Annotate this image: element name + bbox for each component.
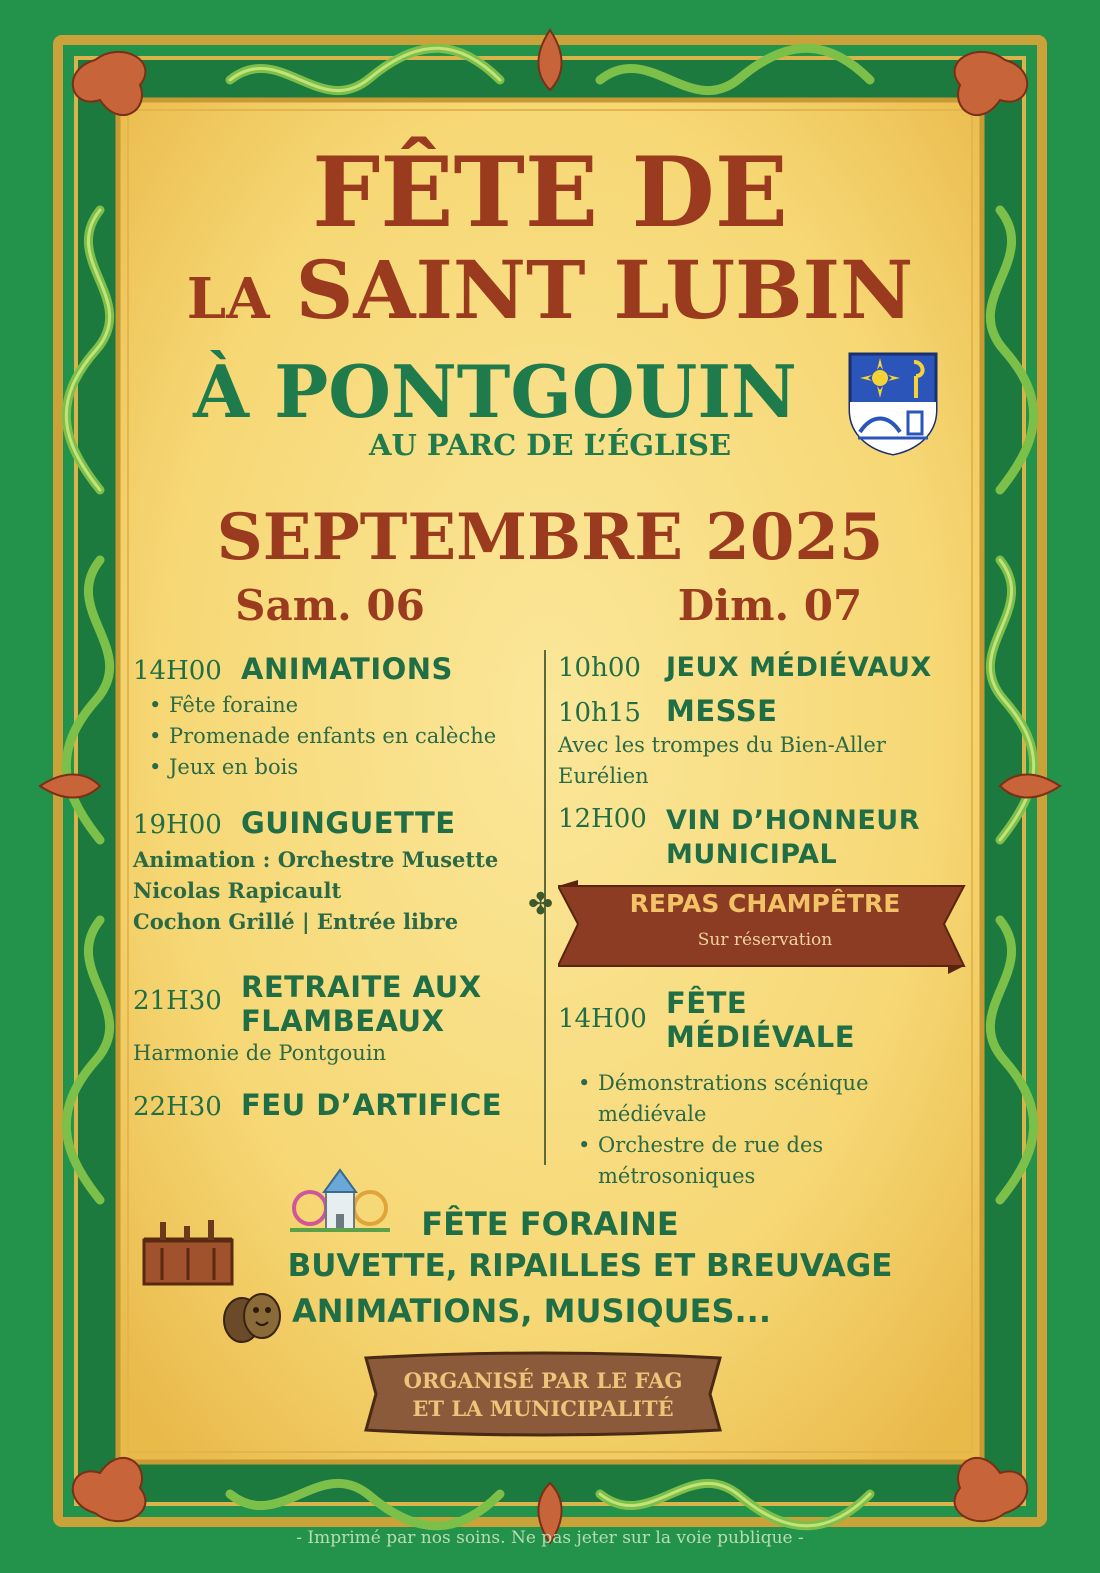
bullet-item (576, 1068, 978, 1130)
event-bullets (576, 1068, 978, 1192)
feature-fete-foraine: FÊTE FORAINE (421, 1205, 679, 1243)
event-title: GUINGUETTE (241, 806, 456, 840)
title-saint-lubin: SAINT LUBIN (295, 243, 914, 337)
fleur-de-lis-ornament-icon: ✤ (528, 887, 554, 922)
day-label-sun: Dim. 07 (677, 581, 863, 630)
sun-event-vin (558, 804, 978, 872)
sat-event-guinguette (133, 806, 543, 937)
event-title (666, 804, 920, 872)
bullet-item: • Jeux en bois (147, 752, 533, 783)
event-title (666, 986, 855, 1054)
sat-event-feu (133, 1088, 543, 1122)
event-title (241, 970, 482, 1038)
event-time: 22H30 (133, 1092, 222, 1122)
event-title: FEU D’ARTIFICE (241, 1088, 503, 1122)
bullet-line: Démonstrations scénique (598, 1071, 869, 1095)
event-detail: Cochon Grillé | Entrée libre (133, 909, 459, 934)
event-time: 12H00 (558, 804, 647, 834)
buvette-bar-icon (140, 1218, 236, 1286)
event-title: JEUX MÉDIÉVAUX (666, 652, 932, 683)
feature-buvette: BUVETTE, RIPAILLES ET BREUVAGE (287, 1248, 893, 1284)
ribbon-subtitle: Sur réservation (697, 930, 833, 950)
sun-event-messe (558, 694, 978, 792)
event-bullets (147, 690, 533, 783)
event-month: SEPTEMBRE 2025 (216, 500, 884, 575)
imprint-notice: - Imprimé par nos soins. Ne pas jeter sur la voie publique - (296, 1528, 804, 1548)
event-title-line: MÉDIÉVALE (666, 1020, 856, 1054)
bullet-line: médiévale (598, 1102, 707, 1126)
event-time: 14H00 (133, 656, 222, 686)
sun-event-jeux (558, 652, 978, 683)
bullet-item: • Promenade enfants en calèche (147, 721, 533, 752)
bullet-item: • Fête foraine (147, 690, 533, 721)
bullet-line: métrosoniques (598, 1164, 756, 1188)
title-line-1: FÊTE DE (312, 136, 788, 249)
venue: AU PARC DE L’ÉGLISE (368, 428, 732, 462)
event-detail: Avec les trompes du Bien-Aller (558, 733, 886, 757)
theatre-masks-icon (218, 1290, 286, 1348)
feature-animations: ANIMATIONS, MUSIQUES... (292, 1292, 771, 1330)
event-time: 10h00 (558, 653, 641, 683)
event-title-line: FÊTE (666, 986, 748, 1020)
event-title: ANIMATIONS (241, 652, 453, 686)
event-time: 10h15 (558, 698, 641, 728)
ribbon-title: REPAS CHAMPÊTRE (629, 889, 901, 918)
title-la: LA (186, 266, 270, 332)
sat-event-retraite (133, 970, 543, 1069)
organizer-banner (358, 1350, 728, 1438)
event-detail: Harmonie de Pontgouin (133, 1041, 387, 1065)
title-line-2 (150, 245, 950, 358)
sun-event-fete-medievale (558, 986, 978, 1192)
castle-fair-icon (290, 1166, 390, 1232)
event-title-line: RETRAITE AUX (241, 970, 482, 1004)
bullet-line: Orchestre de rue des (598, 1133, 824, 1157)
organizer-line-2: ET LA MUNICIPALITÉ (412, 1396, 674, 1421)
event-title: MESSE (666, 694, 778, 728)
day-label-sat: Sam. 06 (235, 581, 425, 630)
event-title-line: FLAMBEAUX (241, 1004, 445, 1038)
organizer-line-1: ORGANISÉ PAR LE FAG (403, 1368, 683, 1393)
event-detail: Eurélien (558, 764, 649, 788)
bullet-item (576, 1130, 978, 1192)
event-time: 21H30 (133, 986, 222, 1016)
town-crest-icon (848, 352, 938, 456)
town-name: À PONTGOUIN (193, 349, 797, 434)
event-title-line: VIN D’HONNEUR (666, 805, 921, 836)
event-title-line: MUNICIPAL (666, 839, 838, 870)
event-detail: Animation : Orchestre Musette (133, 847, 499, 872)
event-time: 19H00 (133, 810, 222, 840)
event-detail: Nicolas Rapicault (133, 878, 342, 903)
sat-event-animations (133, 652, 533, 783)
event-time: 14H00 (558, 1004, 647, 1034)
